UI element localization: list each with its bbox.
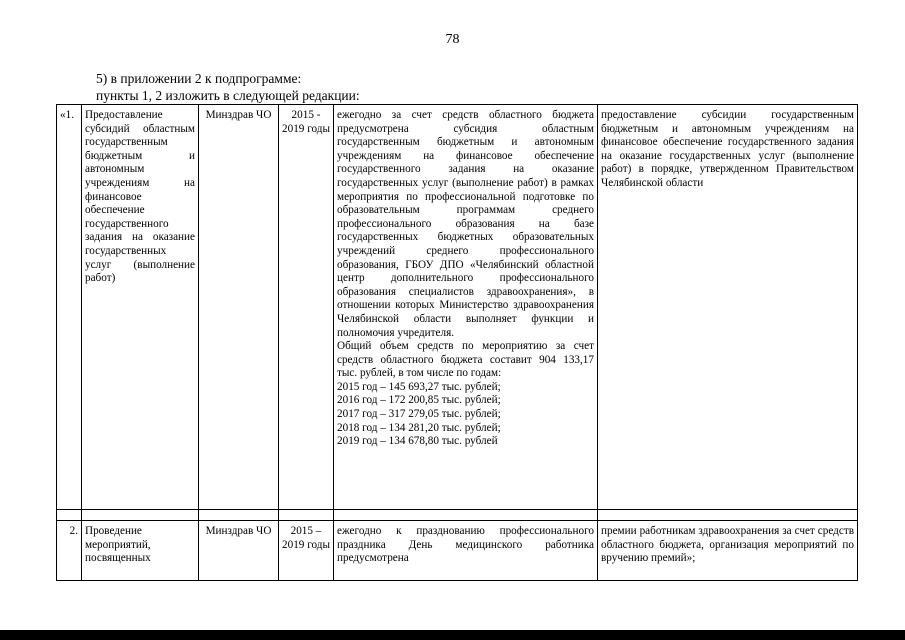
year-funding: 2016 год – 172 200,85 тыс. рублей;: [337, 394, 501, 407]
row-number: 2.: [57, 521, 82, 581]
row-number: «1.: [57, 105, 82, 510]
scan-edge-bar: [0, 630, 905, 640]
expected-result: премии работникам здравоохранения за счет средств областного бюджета, организация мероприятий по вручению премий»;: [598, 521, 858, 581]
page-number: 78: [445, 32, 460, 47]
row-gap: [57, 510, 858, 521]
intro-line-1: 5) в приложении 2 к подпрограмме:: [96, 71, 302, 86]
total-funding-text: Общий объем средств по мероприятию за счет средств областного бюджета составит 904 133,17 тыс. рублей, в том числе по годам:: [337, 340, 594, 380]
year-funding: 2019 год – 134 678,80 тыс. рублей: [337, 435, 498, 448]
table-row: [57, 105, 858, 510]
measure-name: Проведение мероприятий, посвященных: [82, 521, 199, 581]
year-funding: 2017 год – 317 279,05 тыс. рублей;: [337, 408, 501, 421]
measure-description: ежегодно к празднованию профессионального праздника День медицинского работника предусмотрена: [334, 521, 598, 581]
description-text: ежегодно за счет средств областного бюджета предусмотрена субсидия областным государственным бюджетным и автономным учреждениям на финансовое обеспечение государственного задания на оказание государственных услуг (выполнение работ) в рамках мероприятия по профессиональной подготовке по образовательным программам среднего профессионального образования на базе государственных бюджетных образовательных учреждений среднего профессионального образования, ГБОУ ДПО «Челябинский областной центр дополнительного профессионального образования специалистов здравоохранения», в отношении которых Министерство здравоохранения Челябинской области выполняет функции и полномочия учредителя.: [337, 109, 594, 339]
term: 2015 - 2019 годы: [279, 105, 334, 510]
term: 2015 – 2019 годы: [279, 521, 334, 581]
year-funding: 2018 год – 134 281,20 тыс. рублей;: [337, 421, 501, 434]
table-row: [57, 521, 858, 581]
measures-table: [56, 104, 858, 581]
expected-result: предоставление субсидии государственным бюджетным и автономным учреждениям на финансовое обеспечение государственного задания на оказание государственных услуг (выполнение работ) в порядке, утвержденном Правительством Челябинской области: [598, 105, 858, 510]
executor: Минздрав ЧО: [199, 105, 279, 510]
intro-line-2: пункты 1, 2 изложить в следующей редакции:: [96, 88, 360, 103]
measure-name: Предоставление субсидий областным государственным бюджетным и автономным учреждениям на финансовое обеспечение государственного задания на оказание государственных услуг (выполнение работ): [82, 105, 199, 510]
measure-description: [334, 105, 598, 510]
year-funding: 2015 год – 145 693,27 тыс. рублей;: [337, 380, 501, 393]
executor: Минздрав ЧО: [199, 521, 279, 581]
